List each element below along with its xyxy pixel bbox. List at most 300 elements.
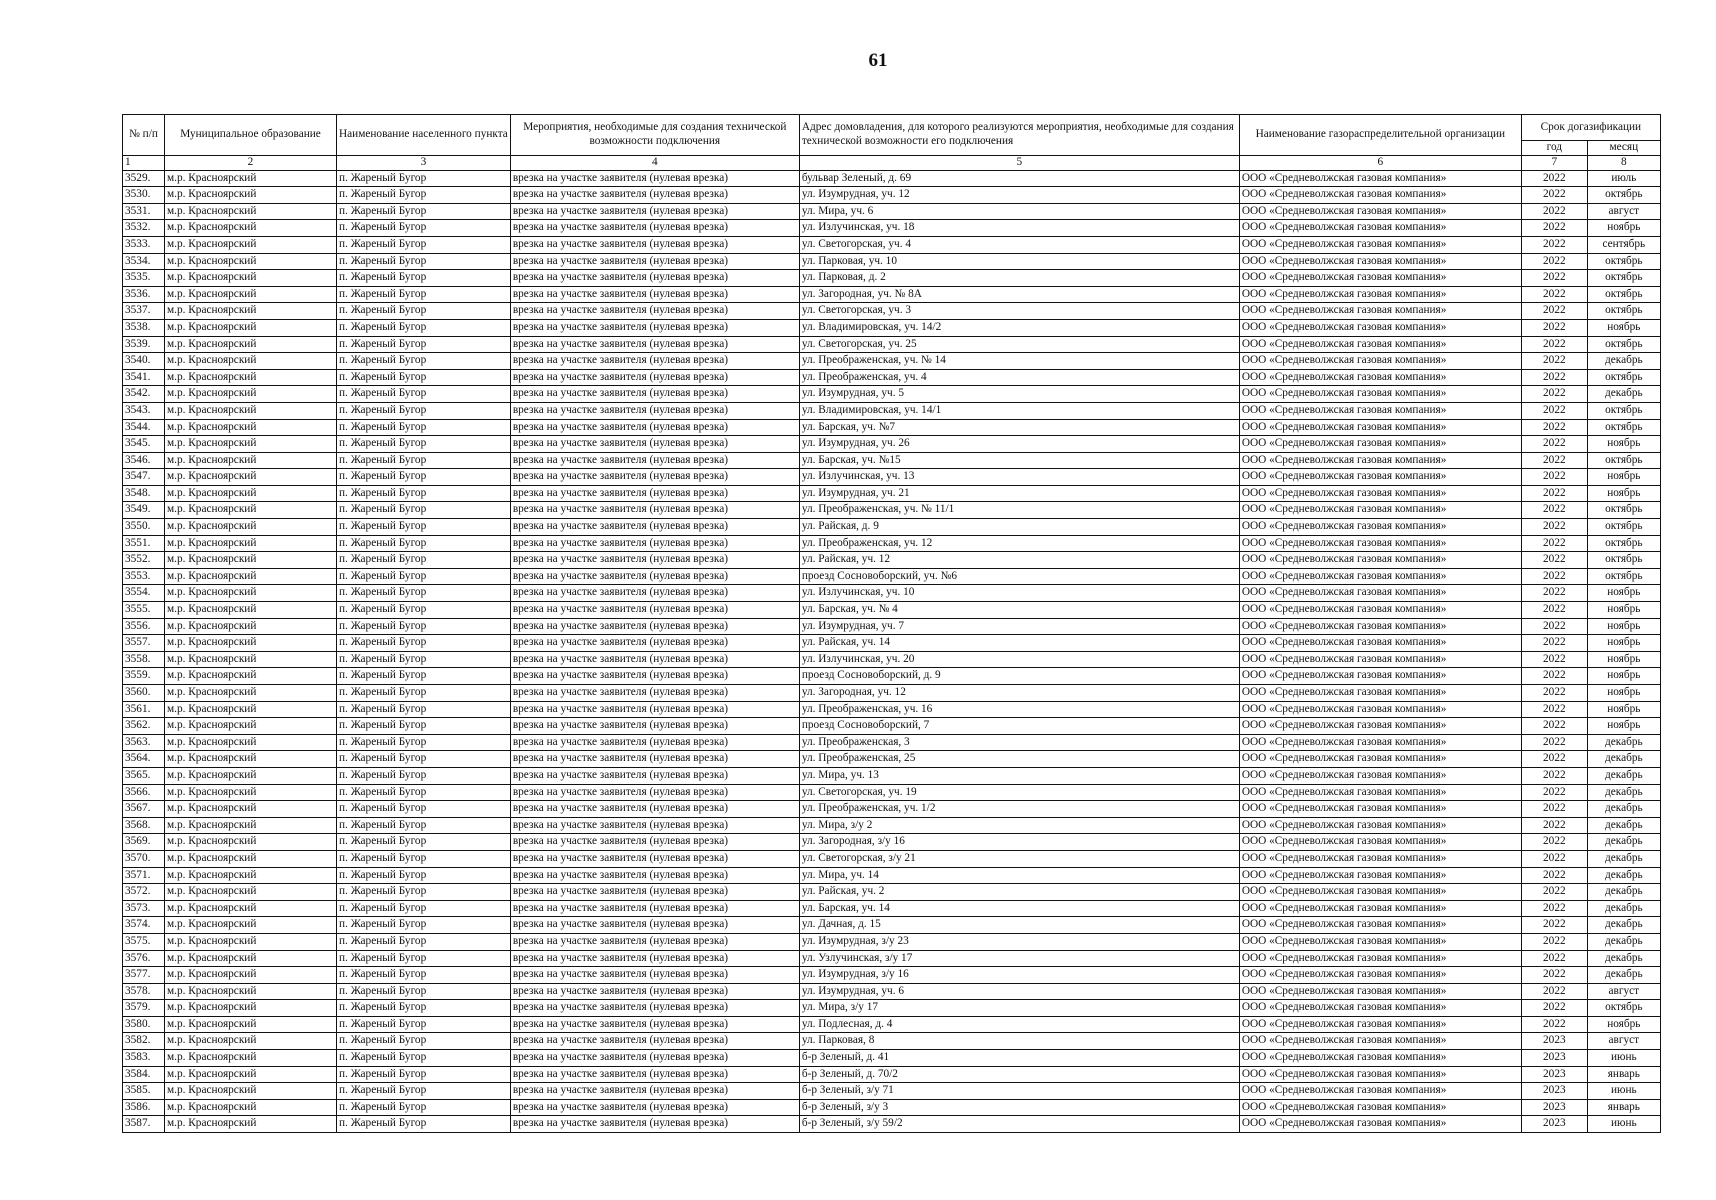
cell-month: сентябрь bbox=[1587, 236, 1660, 253]
cell-settlement: п. Жареный Бугор bbox=[337, 1083, 511, 1100]
table-row bbox=[123, 817, 1661, 834]
cell-year: 2022 bbox=[1521, 933, 1587, 950]
cell-month: декабрь bbox=[1587, 967, 1660, 984]
cell-address: ул. Барская, уч. №15 bbox=[799, 452, 1239, 469]
cell-measures: врезка на участке заявителя (нулевая врезка) bbox=[510, 1066, 799, 1083]
cell-settlement: п. Жареный Бугор bbox=[337, 203, 511, 220]
cell-measures: врезка на участке заявителя (нулевая врезка) bbox=[510, 286, 799, 303]
cell-num: 3559. bbox=[123, 668, 165, 685]
header-measures: Мероприятия, необходимые для создания технической возможности подключения bbox=[510, 115, 799, 156]
cell-month: октябрь bbox=[1587, 286, 1660, 303]
cell-year: 2022 bbox=[1521, 187, 1587, 204]
cell-settlement: п. Жареный Бугор bbox=[337, 452, 511, 469]
cell-municipality: м.р. Красноярский bbox=[165, 386, 337, 403]
cell-municipality: м.р. Красноярский bbox=[165, 917, 337, 934]
cell-settlement: п. Жареный Бугор bbox=[337, 602, 511, 619]
cell-municipality: м.р. Красноярский bbox=[165, 1033, 337, 1050]
cell-municipality: м.р. Красноярский bbox=[165, 369, 337, 386]
cell-month: ноябрь bbox=[1587, 685, 1660, 702]
cell-month: ноябрь bbox=[1587, 585, 1660, 602]
cell-year: 2022 bbox=[1521, 651, 1587, 668]
table-row bbox=[123, 519, 1661, 536]
cell-num: 3543. bbox=[123, 402, 165, 419]
cell-municipality: м.р. Красноярский bbox=[165, 519, 337, 536]
cell-gas-org: ООО «Средневолжская газовая компания» bbox=[1239, 502, 1521, 519]
cell-gas-org: ООО «Средневолжская газовая компания» bbox=[1239, 286, 1521, 303]
cell-municipality: м.р. Красноярский bbox=[165, 850, 337, 867]
cell-measures: врезка на участке заявителя (нулевая врезка) bbox=[510, 884, 799, 901]
cell-num: 3560. bbox=[123, 685, 165, 702]
cell-settlement: п. Жареный Бугор bbox=[337, 1016, 511, 1033]
cell-settlement: п. Жареный Бугор bbox=[337, 1099, 511, 1116]
cell-gas-org: ООО «Средневолжская газовая компания» bbox=[1239, 336, 1521, 353]
table-row bbox=[123, 568, 1661, 585]
column-number: 6 bbox=[1239, 155, 1521, 170]
column-number: 8 bbox=[1587, 155, 1660, 170]
cell-gas-org: ООО «Средневолжская газовая компания» bbox=[1239, 170, 1521, 187]
cell-year: 2022 bbox=[1521, 552, 1587, 569]
cell-settlement: п. Жареный Бугор bbox=[337, 236, 511, 253]
cell-municipality: м.р. Красноярский bbox=[165, 353, 337, 370]
cell-settlement: п. Жареный Бугор bbox=[337, 552, 511, 569]
cell-num: 3540. bbox=[123, 353, 165, 370]
cell-year: 2022 bbox=[1521, 386, 1587, 403]
cell-num: 3586. bbox=[123, 1099, 165, 1116]
cell-year: 2022 bbox=[1521, 452, 1587, 469]
cell-settlement: п. Жареный Бугор bbox=[337, 1050, 511, 1067]
cell-measures: врезка на участке заявителя (нулевая врезка) bbox=[510, 303, 799, 320]
cell-address: проезд Сосновоборский, уч. №6 bbox=[799, 568, 1239, 585]
cell-settlement: п. Жареный Бугор bbox=[337, 1033, 511, 1050]
cell-municipality: м.р. Красноярский bbox=[165, 701, 337, 718]
cell-gas-org: ООО «Средневолжская газовая компания» bbox=[1239, 236, 1521, 253]
cell-municipality: м.р. Красноярский bbox=[165, 1099, 337, 1116]
header-num: № п/п bbox=[123, 115, 165, 156]
cell-month: октябрь bbox=[1587, 502, 1660, 519]
cell-address: ул. Подлесная, д. 4 bbox=[799, 1016, 1239, 1033]
cell-measures: врезка на участке заявителя (нулевая врезка) bbox=[510, 751, 799, 768]
cell-num: 3577. bbox=[123, 967, 165, 984]
cell-num: 3551. bbox=[123, 535, 165, 552]
cell-month: август bbox=[1587, 983, 1660, 1000]
table-row bbox=[123, 967, 1661, 984]
table-row bbox=[123, 635, 1661, 652]
cell-year: 2022 bbox=[1521, 801, 1587, 818]
cell-address: ул. Райская, уч. 14 bbox=[799, 635, 1239, 652]
cell-settlement: п. Жареный Бугор bbox=[337, 950, 511, 967]
cell-measures: врезка на участке заявителя (нулевая врезка) bbox=[510, 718, 799, 735]
cell-settlement: п. Жареный Бугор bbox=[337, 436, 511, 453]
cell-month: декабрь bbox=[1587, 801, 1660, 818]
cell-year: 2022 bbox=[1521, 850, 1587, 867]
cell-municipality: м.р. Красноярский bbox=[165, 485, 337, 502]
column-number: 1 bbox=[123, 155, 165, 170]
cell-gas-org: ООО «Средневолжская газовая компания» bbox=[1239, 983, 1521, 1000]
cell-measures: врезка на участке заявителя (нулевая врезка) bbox=[510, 900, 799, 917]
table-row bbox=[123, 1066, 1661, 1083]
cell-num: 3530. bbox=[123, 187, 165, 204]
cell-municipality: м.р. Красноярский bbox=[165, 734, 337, 751]
cell-address: ул. Светогорская, уч. 4 bbox=[799, 236, 1239, 253]
cell-municipality: м.р. Красноярский bbox=[165, 402, 337, 419]
gasification-table-container bbox=[122, 114, 1661, 1133]
cell-settlement: п. Жареный Бугор bbox=[337, 402, 511, 419]
cell-num: 3571. bbox=[123, 867, 165, 884]
cell-month: июнь bbox=[1587, 1116, 1660, 1133]
cell-municipality: м.р. Красноярский bbox=[165, 900, 337, 917]
cell-measures: врезка на участке заявителя (нулевая врезка) bbox=[510, 618, 799, 635]
cell-measures: врезка на участке заявителя (нулевая врезка) bbox=[510, 336, 799, 353]
cell-measures: врезка на участке заявителя (нулевая врезка) bbox=[510, 950, 799, 967]
cell-gas-org: ООО «Средневолжская газовая компания» bbox=[1239, 270, 1521, 287]
cell-num: 3532. bbox=[123, 220, 165, 237]
cell-month: октябрь bbox=[1587, 419, 1660, 436]
cell-address: ул. Мира, уч. 14 bbox=[799, 867, 1239, 884]
cell-num: 3566. bbox=[123, 784, 165, 801]
cell-month: октябрь bbox=[1587, 270, 1660, 287]
cell-address: ул. Дачная, д. 15 bbox=[799, 917, 1239, 934]
cell-gas-org: ООО «Средневолжская газовая компания» bbox=[1239, 751, 1521, 768]
cell-measures: врезка на участке заявителя (нулевая врезка) bbox=[510, 734, 799, 751]
cell-gas-org: ООО «Средневолжская газовая компания» bbox=[1239, 884, 1521, 901]
cell-address: бульвар Зеленый, д. 69 bbox=[799, 170, 1239, 187]
cell-year: 2022 bbox=[1521, 983, 1587, 1000]
cell-gas-org: ООО «Средневолжская газовая компания» bbox=[1239, 834, 1521, 851]
table-row bbox=[123, 651, 1661, 668]
table-row bbox=[123, 286, 1661, 303]
cell-num: 3558. bbox=[123, 651, 165, 668]
table-row bbox=[123, 751, 1661, 768]
cell-num: 3587. bbox=[123, 1116, 165, 1133]
cell-gas-org: ООО «Средневолжская газовая компания» bbox=[1239, 253, 1521, 270]
cell-municipality: м.р. Красноярский bbox=[165, 452, 337, 469]
cell-measures: врезка на участке заявителя (нулевая врезка) bbox=[510, 436, 799, 453]
cell-measures: врезка на участке заявителя (нулевая врезка) bbox=[510, 585, 799, 602]
cell-address: ул. Барская, уч. 14 bbox=[799, 900, 1239, 917]
cell-measures: врезка на участке заявителя (нулевая врезка) bbox=[510, 784, 799, 801]
cell-year: 2022 bbox=[1521, 767, 1587, 784]
cell-municipality: м.р. Красноярский bbox=[165, 801, 337, 818]
table-row bbox=[123, 1099, 1661, 1116]
table-row bbox=[123, 950, 1661, 967]
cell-gas-org: ООО «Средневолжская газовая компания» bbox=[1239, 585, 1521, 602]
cell-year: 2022 bbox=[1521, 519, 1587, 536]
cell-measures: врезка на участке заявителя (нулевая врезка) bbox=[510, 236, 799, 253]
cell-num: 3573. bbox=[123, 900, 165, 917]
table-row bbox=[123, 867, 1661, 884]
cell-gas-org: ООО «Средневолжская газовая компания» bbox=[1239, 685, 1521, 702]
cell-measures: врезка на участке заявителя (нулевая врезка) bbox=[510, 983, 799, 1000]
cell-month: октябрь bbox=[1587, 402, 1660, 419]
cell-month: декабрь bbox=[1587, 834, 1660, 851]
cell-num: 3561. bbox=[123, 701, 165, 718]
cell-settlement: п. Жареный Бугор bbox=[337, 784, 511, 801]
cell-year: 2023 bbox=[1521, 1083, 1587, 1100]
cell-address: проезд Сосновоборский, 7 bbox=[799, 718, 1239, 735]
cell-gas-org: ООО «Средневолжская газовая компания» bbox=[1239, 469, 1521, 486]
cell-year: 2022 bbox=[1521, 270, 1587, 287]
table-row bbox=[123, 917, 1661, 934]
cell-year: 2022 bbox=[1521, 950, 1587, 967]
cell-settlement: п. Жареный Бугор bbox=[337, 519, 511, 536]
cell-address: ул. Загородная, уч. 12 bbox=[799, 685, 1239, 702]
table-row bbox=[123, 336, 1661, 353]
cell-address: ул. Райская, д. 9 bbox=[799, 519, 1239, 536]
cell-municipality: м.р. Красноярский bbox=[165, 767, 337, 784]
cell-num: 3562. bbox=[123, 718, 165, 735]
cell-municipality: м.р. Красноярский bbox=[165, 203, 337, 220]
cell-month: январь bbox=[1587, 1099, 1660, 1116]
cell-year: 2022 bbox=[1521, 236, 1587, 253]
cell-address: ул. Светогорская, уч. 19 bbox=[799, 784, 1239, 801]
cell-num: 3534. bbox=[123, 253, 165, 270]
cell-address: ул. Парковая, д. 2 bbox=[799, 270, 1239, 287]
cell-address: ул. Преображенская, уч. № 11/1 bbox=[799, 502, 1239, 519]
cell-year: 2022 bbox=[1521, 668, 1587, 685]
cell-settlement: п. Жареный Бугор bbox=[337, 801, 511, 818]
cell-year: 2022 bbox=[1521, 253, 1587, 270]
cell-measures: врезка на участке заявителя (нулевая врезка) bbox=[510, 1033, 799, 1050]
cell-settlement: п. Жареный Бугор bbox=[337, 502, 511, 519]
column-number: 3 bbox=[337, 155, 511, 170]
table-row bbox=[123, 602, 1661, 619]
cell-num: 3537. bbox=[123, 303, 165, 320]
cell-measures: врезка на участке заявителя (нулевая врезка) bbox=[510, 552, 799, 569]
cell-address: ул. Преображенская, уч. 1/2 bbox=[799, 801, 1239, 818]
cell-measures: врезка на участке заявителя (нулевая врезка) bbox=[510, 867, 799, 884]
cell-measures: врезка на участке заявителя (нулевая врезка) bbox=[510, 452, 799, 469]
cell-settlement: п. Жареный Бугор bbox=[337, 469, 511, 486]
cell-month: октябрь bbox=[1587, 519, 1660, 536]
cell-num: 3549. bbox=[123, 502, 165, 519]
cell-address: ул. Светогорская, уч. 25 bbox=[799, 336, 1239, 353]
cell-measures: врезка на участке заявителя (нулевая врезка) bbox=[510, 519, 799, 536]
cell-settlement: п. Жареный Бугор bbox=[337, 734, 511, 751]
cell-month: ноябрь bbox=[1587, 701, 1660, 718]
table-row bbox=[123, 801, 1661, 818]
cell-gas-org: ООО «Средневолжская газовая компания» bbox=[1239, 801, 1521, 818]
table-row bbox=[123, 1050, 1661, 1067]
cell-month: декабрь bbox=[1587, 850, 1660, 867]
table-row bbox=[123, 436, 1661, 453]
table-row bbox=[123, 850, 1661, 867]
cell-settlement: п. Жареный Бугор bbox=[337, 651, 511, 668]
cell-address: ул. Загородная, з/у 16 bbox=[799, 834, 1239, 851]
cell-measures: врезка на участке заявителя (нулевая врезка) bbox=[510, 386, 799, 403]
cell-address: ул. Преображенская, 25 bbox=[799, 751, 1239, 768]
cell-year: 2022 bbox=[1521, 1016, 1587, 1033]
cell-municipality: м.р. Красноярский bbox=[165, 568, 337, 585]
cell-settlement: п. Жареный Бугор bbox=[337, 983, 511, 1000]
cell-month: декабрь bbox=[1587, 884, 1660, 901]
cell-gas-org: ООО «Средневолжская газовая компания» bbox=[1239, 635, 1521, 652]
cell-settlement: п. Жареный Бугор bbox=[337, 1000, 511, 1017]
cell-municipality: м.р. Красноярский bbox=[165, 1116, 337, 1133]
cell-year: 2022 bbox=[1521, 485, 1587, 502]
cell-num: 3535. bbox=[123, 270, 165, 287]
cell-gas-org: ООО «Средневолжская газовая компания» bbox=[1239, 535, 1521, 552]
cell-year: 2022 bbox=[1521, 867, 1587, 884]
cell-year: 2022 bbox=[1521, 303, 1587, 320]
cell-settlement: п. Жареный Бугор bbox=[337, 1066, 511, 1083]
cell-gas-org: ООО «Средневолжская газовая компания» bbox=[1239, 618, 1521, 635]
cell-gas-org: ООО «Средневолжская газовая компания» bbox=[1239, 1116, 1521, 1133]
cell-month: октябрь bbox=[1587, 253, 1660, 270]
cell-num: 3545. bbox=[123, 436, 165, 453]
cell-num: 3557. bbox=[123, 635, 165, 652]
table-row bbox=[123, 270, 1661, 287]
cell-measures: врезка на участке заявителя (нулевая врезка) bbox=[510, 170, 799, 187]
cell-address: ул. Барская, уч. № 4 bbox=[799, 602, 1239, 619]
cell-measures: врезка на участке заявителя (нулевая врезка) bbox=[510, 967, 799, 984]
cell-address: ул. Преображенская, уч. 16 bbox=[799, 701, 1239, 718]
cell-gas-org: ООО «Средневолжская газовая компания» bbox=[1239, 319, 1521, 336]
table-row bbox=[123, 767, 1661, 784]
cell-address: ул. Владимировская, уч. 14/2 bbox=[799, 319, 1239, 336]
cell-address: ул. Преображенская, 3 bbox=[799, 734, 1239, 751]
cell-gas-org: ООО «Средневолжская газовая компания» bbox=[1239, 933, 1521, 950]
cell-month: январь bbox=[1587, 1066, 1660, 1083]
cell-year: 2022 bbox=[1521, 884, 1587, 901]
cell-gas-org: ООО «Средневолжская газовая компания» bbox=[1239, 436, 1521, 453]
cell-municipality: м.р. Красноярский bbox=[165, 950, 337, 967]
table-row bbox=[123, 1016, 1661, 1033]
cell-year: 2022 bbox=[1521, 967, 1587, 984]
table-row bbox=[123, 983, 1661, 1000]
table-row bbox=[123, 419, 1661, 436]
cell-measures: врезка на участке заявителя (нулевая врезка) bbox=[510, 917, 799, 934]
cell-address: б-р Зеленый, з/у 3 bbox=[799, 1099, 1239, 1116]
table-header bbox=[123, 115, 1661, 171]
cell-settlement: п. Жареный Бугор bbox=[337, 884, 511, 901]
cell-settlement: п. Жареный Бугор bbox=[337, 850, 511, 867]
cell-settlement: п. Жареный Бугор bbox=[337, 535, 511, 552]
cell-month: июнь bbox=[1587, 1050, 1660, 1067]
table-row bbox=[123, 220, 1661, 237]
cell-year: 2022 bbox=[1521, 535, 1587, 552]
cell-settlement: п. Жареный Бугор bbox=[337, 369, 511, 386]
cell-municipality: м.р. Красноярский bbox=[165, 1016, 337, 1033]
cell-municipality: м.р. Красноярский bbox=[165, 751, 337, 768]
cell-address: ул. Мира, уч. 6 bbox=[799, 203, 1239, 220]
cell-month: ноябрь bbox=[1587, 1016, 1660, 1033]
cell-address: ул. Парковая, уч. 10 bbox=[799, 253, 1239, 270]
cell-gas-org: ООО «Средневолжская газовая компания» bbox=[1239, 485, 1521, 502]
cell-num: 3531. bbox=[123, 203, 165, 220]
cell-gas-org: ООО «Средневолжская газовая компания» bbox=[1239, 402, 1521, 419]
cell-year: 2022 bbox=[1521, 817, 1587, 834]
cell-gas-org: ООО «Средневолжская газовая компания» bbox=[1239, 220, 1521, 237]
cell-measures: врезка на участке заявителя (нулевая врезка) bbox=[510, 635, 799, 652]
cell-year: 2022 bbox=[1521, 784, 1587, 801]
table-row bbox=[123, 933, 1661, 950]
cell-measures: врезка на участке заявителя (нулевая врезка) bbox=[510, 801, 799, 818]
cell-settlement: п. Жареный Бугор bbox=[337, 419, 511, 436]
cell-measures: врезка на участке заявителя (нулевая врезка) bbox=[510, 1050, 799, 1067]
cell-gas-org: ООО «Средневолжская газовая компания» bbox=[1239, 900, 1521, 917]
cell-municipality: м.р. Красноярский bbox=[165, 718, 337, 735]
header-municipality: Муниципальное образование bbox=[165, 115, 337, 156]
cell-month: октябрь bbox=[1587, 568, 1660, 585]
cell-municipality: м.р. Красноярский bbox=[165, 436, 337, 453]
cell-year: 2022 bbox=[1521, 900, 1587, 917]
cell-gas-org: ООО «Средневолжская газовая компания» bbox=[1239, 718, 1521, 735]
cell-year: 2022 bbox=[1521, 635, 1587, 652]
cell-measures: врезка на участке заявителя (нулевая врезка) bbox=[510, 369, 799, 386]
cell-gas-org: ООО «Средневолжская газовая компания» bbox=[1239, 668, 1521, 685]
table-row bbox=[123, 668, 1661, 685]
cell-num: 3536. bbox=[123, 286, 165, 303]
cell-municipality: м.р. Красноярский bbox=[165, 552, 337, 569]
cell-address: б-р Зеленый, з/у 59/2 bbox=[799, 1116, 1239, 1133]
cell-municipality: м.р. Красноярский bbox=[165, 1066, 337, 1083]
cell-address: б-р Зеленый, д. 70/2 bbox=[799, 1066, 1239, 1083]
cell-month: декабрь bbox=[1587, 751, 1660, 768]
cell-settlement: п. Жареный Бугор bbox=[337, 900, 511, 917]
cell-measures: врезка на участке заявителя (нулевая врезка) bbox=[510, 353, 799, 370]
cell-year: 2023 bbox=[1521, 1116, 1587, 1133]
cell-gas-org: ООО «Средневолжская газовая компания» bbox=[1239, 452, 1521, 469]
cell-address: ул. Преображенская, уч. 4 bbox=[799, 369, 1239, 386]
table-row bbox=[123, 452, 1661, 469]
cell-month: июнь bbox=[1587, 1083, 1660, 1100]
cell-num: 3575. bbox=[123, 933, 165, 950]
cell-gas-org: ООО «Средневолжская газовая компания» bbox=[1239, 1066, 1521, 1083]
cell-gas-org: ООО «Средневолжская газовая компания» bbox=[1239, 701, 1521, 718]
cell-address: ул. Излучинская, уч. 13 bbox=[799, 469, 1239, 486]
cell-measures: врезка на участке заявителя (нулевая врезка) bbox=[510, 668, 799, 685]
cell-address: ул. Преображенская, уч. 12 bbox=[799, 535, 1239, 552]
cell-address: ул. Изумрудная, уч. 26 bbox=[799, 436, 1239, 453]
column-number-row bbox=[123, 155, 1661, 170]
cell-settlement: п. Жареный Бугор bbox=[337, 967, 511, 984]
cell-year: 2022 bbox=[1521, 369, 1587, 386]
cell-month: ноябрь bbox=[1587, 485, 1660, 502]
cell-month: декабрь bbox=[1587, 386, 1660, 403]
cell-settlement: п. Жареный Бугор bbox=[337, 568, 511, 585]
cell-month: декабрь bbox=[1587, 933, 1660, 950]
cell-num: 3555. bbox=[123, 602, 165, 619]
cell-gas-org: ООО «Средневолжская газовая компания» bbox=[1239, 519, 1521, 536]
cell-settlement: п. Жареный Бугор bbox=[337, 817, 511, 834]
cell-gas-org: ООО «Средневолжская газовая компания» bbox=[1239, 187, 1521, 204]
cell-measures: врезка на участке заявителя (нулевая врезка) bbox=[510, 685, 799, 702]
cell-num: 3565. bbox=[123, 767, 165, 784]
cell-year: 2022 bbox=[1521, 834, 1587, 851]
cell-measures: врезка на участке заявителя (нулевая врезка) bbox=[510, 535, 799, 552]
gasification-table bbox=[122, 114, 1661, 1133]
cell-address: ул. Излучинская, уч. 20 bbox=[799, 651, 1239, 668]
cell-settlement: п. Жареный Бугор bbox=[337, 585, 511, 602]
cell-municipality: м.р. Красноярский bbox=[165, 187, 337, 204]
cell-municipality: м.р. Красноярский bbox=[165, 967, 337, 984]
cell-num: 3533. bbox=[123, 236, 165, 253]
cell-year: 2022 bbox=[1521, 585, 1587, 602]
table-row bbox=[123, 1116, 1661, 1133]
cell-municipality: м.р. Красноярский bbox=[165, 817, 337, 834]
cell-num: 3541. bbox=[123, 369, 165, 386]
cell-month: август bbox=[1587, 203, 1660, 220]
cell-month: октябрь bbox=[1587, 336, 1660, 353]
cell-gas-org: ООО «Средневолжская газовая компания» bbox=[1239, 369, 1521, 386]
cell-num: 3583. bbox=[123, 1050, 165, 1067]
cell-gas-org: ООО «Средневолжская газовая компания» bbox=[1239, 419, 1521, 436]
cell-address: ул. Узлучинская, з/у 17 bbox=[799, 950, 1239, 967]
cell-month: ноябрь bbox=[1587, 651, 1660, 668]
cell-gas-org: ООО «Средневолжская газовая компания» bbox=[1239, 917, 1521, 934]
cell-month: октябрь bbox=[1587, 452, 1660, 469]
cell-year: 2022 bbox=[1521, 718, 1587, 735]
